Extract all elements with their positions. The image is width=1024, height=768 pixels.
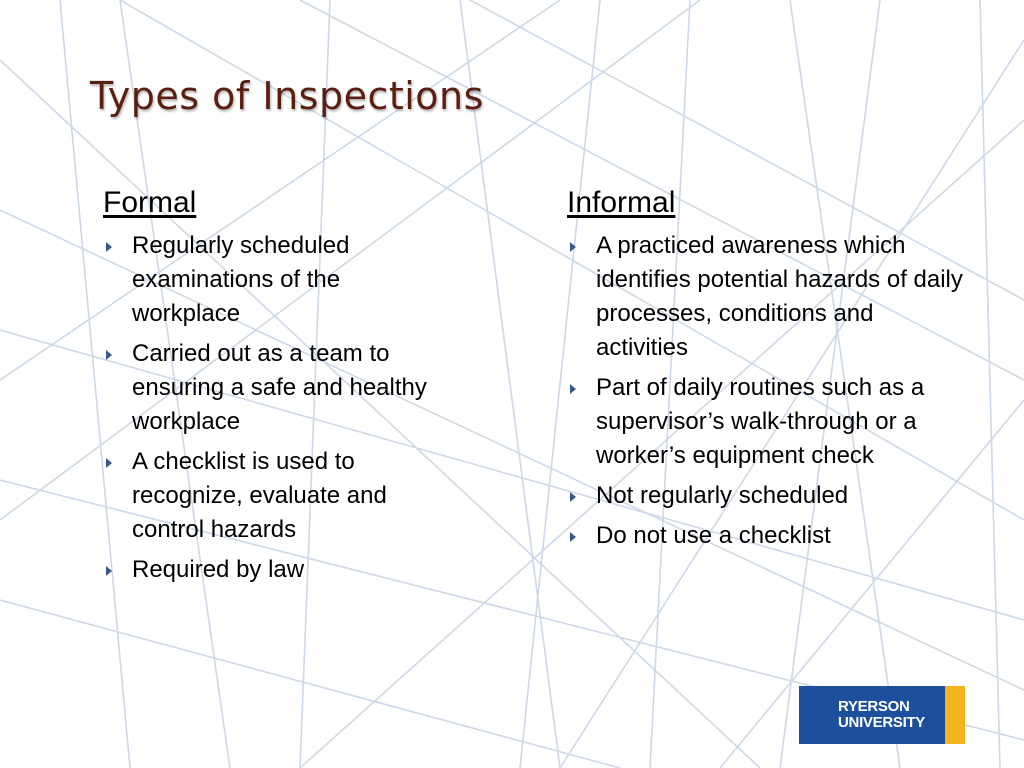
informal-heading: Informal	[567, 186, 676, 219]
triangle-bullet-icon	[570, 384, 576, 394]
list-item	[567, 479, 967, 513]
triangle-bullet-icon	[570, 532, 576, 542]
list-item	[567, 519, 967, 553]
list-item	[103, 229, 453, 331]
triangle-bullet-icon	[106, 566, 112, 576]
list-item	[103, 553, 453, 587]
list-item-text: Required by law	[132, 556, 305, 583]
bg-line	[980, 0, 1000, 768]
triangle-bullet-icon	[106, 242, 112, 252]
logo-line-1: RYERSON	[838, 698, 910, 715]
list-item-text: A practiced awareness which identifies potential hazards of daily processes, conditions and activities	[596, 232, 963, 361]
triangle-bullet-icon	[570, 242, 576, 252]
logo-line-2: UNIVERSITY	[838, 714, 926, 731]
logo-gold-bar	[945, 686, 965, 744]
triangle-bullet-icon	[570, 492, 576, 502]
list-item-text: Part of daily routines such as a supervisor’s walk-through or a worker’s equipment check	[596, 374, 925, 469]
list-item-text: Regularly scheduled examinations of the workplace	[132, 232, 350, 327]
list-item	[567, 229, 967, 365]
slide-title: Types of Inspections	[90, 74, 484, 118]
informal-list	[567, 229, 967, 553]
informal-column	[567, 184, 967, 559]
list-item	[103, 337, 453, 439]
list-item-text: Not regularly scheduled	[596, 482, 849, 509]
formal-list	[103, 229, 453, 587]
list-item-text: A checklist is used to recognize, evaluate and control hazards	[132, 448, 387, 543]
list-item-text: Carried out as a team to ensuring a safe and healthy workplace	[132, 340, 427, 435]
bg-line	[0, 600, 620, 768]
ryerson-university-logo	[799, 686, 965, 744]
list-item-text: Do not use a checklist	[596, 522, 831, 549]
logo-blue-block	[799, 686, 945, 744]
formal-column	[103, 184, 453, 593]
triangle-bullet-icon	[106, 458, 112, 468]
triangle-bullet-icon	[106, 350, 112, 360]
list-item	[103, 445, 453, 547]
list-item	[567, 371, 967, 473]
formal-heading: Formal	[103, 186, 197, 219]
